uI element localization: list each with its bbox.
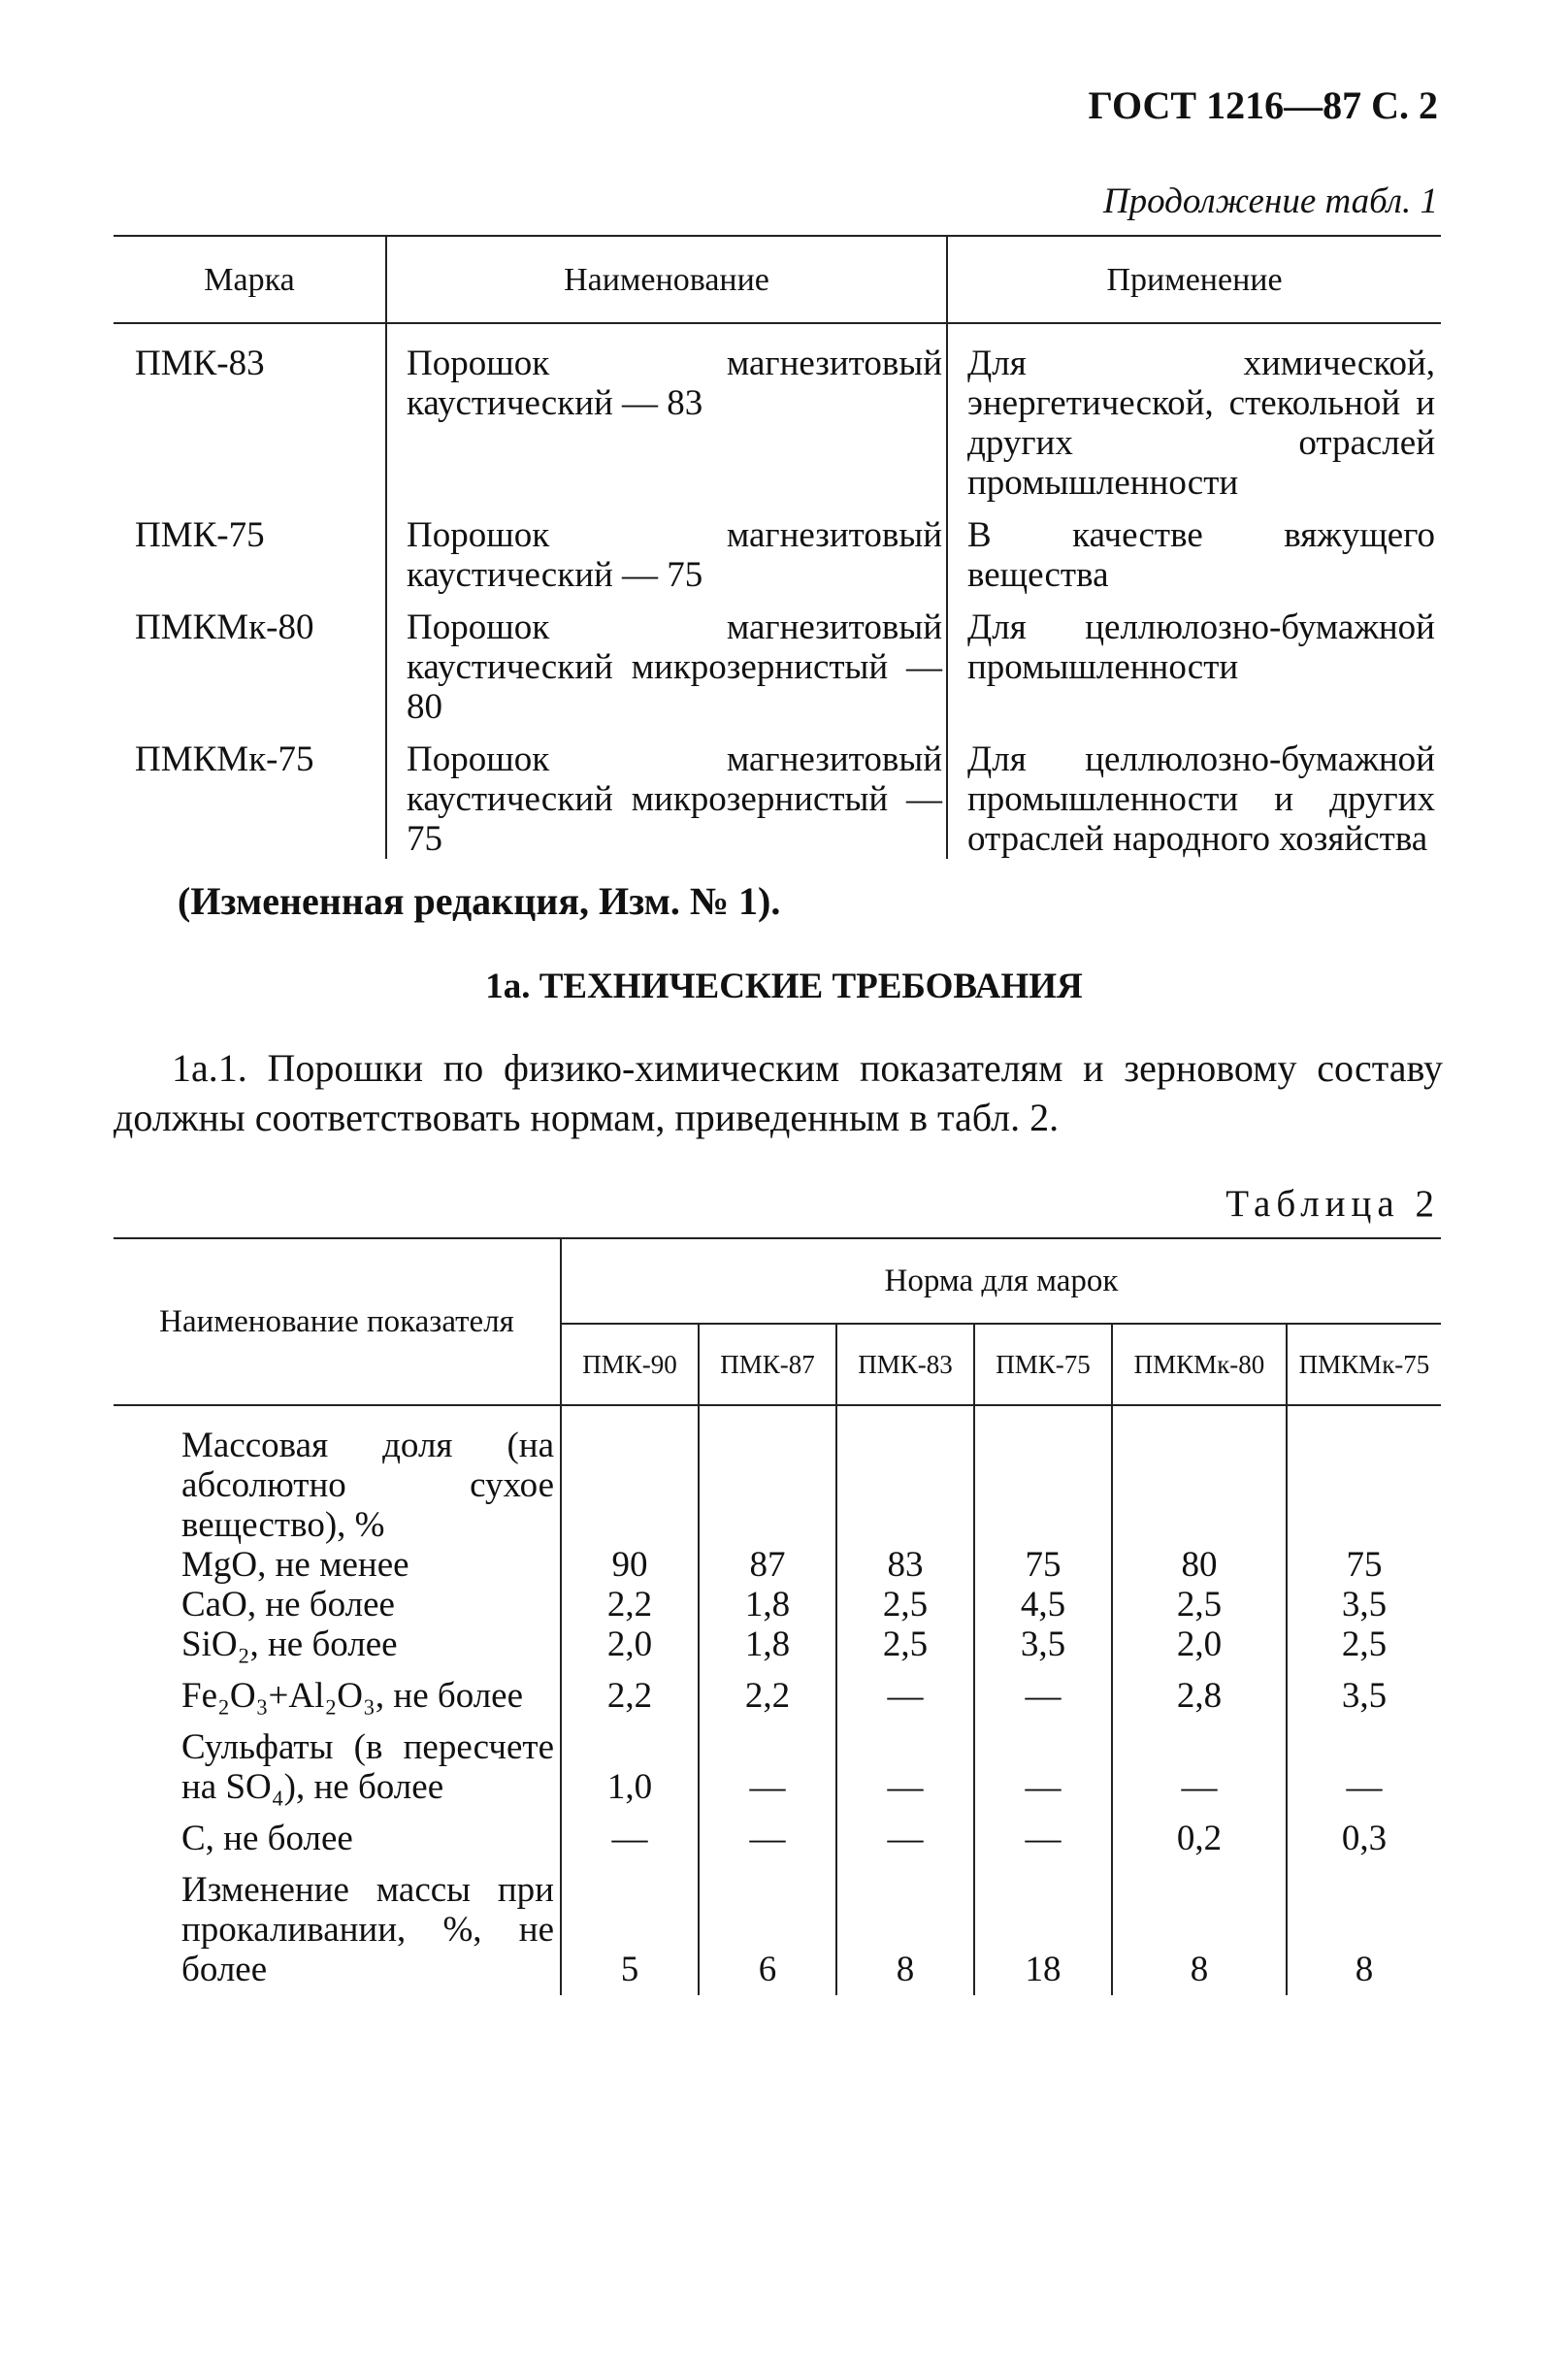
table1-continuation-label: Продолжение табл. 1 <box>1102 181 1438 221</box>
grade-header: ПМКМк-80 <box>1112 1324 1287 1405</box>
grade-cell: ПМКМк-80 <box>114 595 386 727</box>
value-cell: — <box>974 1716 1112 1807</box>
table-row <box>114 1625 1441 1664</box>
table-row <box>114 1858 1441 1995</box>
row-label: SiO₂, не более <box>114 1625 561 1664</box>
value-cell: 2,8 <box>1112 1664 1287 1716</box>
table-row <box>114 1405 1441 1585</box>
grade-cell: ПМК-75 <box>114 503 386 595</box>
value-cell: — <box>699 1716 836 1807</box>
application-cell: Для целлюлозно-бумажной промышленности и других отраслей народного хозяйства <box>967 739 1435 859</box>
table2-indicator-header: Наименование показателя <box>114 1238 561 1405</box>
table-row <box>114 595 1441 727</box>
application-cell: В качестве вяжущего вещества <box>967 515 1435 595</box>
table1-col-grade: Марка <box>114 236 386 323</box>
row-label: CaO, не более <box>114 1585 561 1625</box>
table2-header-row <box>114 1238 1441 1324</box>
table-row <box>114 1716 1441 1807</box>
name-cell: Порошок магнезитовый каустический микрозернистый — 80 <box>386 595 947 727</box>
value-cell: 3,5 <box>1341 1585 1388 1625</box>
value-cell: — <box>836 1807 974 1858</box>
value-cell: 3,5 <box>1341 1676 1388 1716</box>
row-label: Изменение массы при прокаливании, %, не более <box>114 1858 561 1995</box>
page-header: ГОСТ 1216—87 С. 2 <box>1088 83 1438 127</box>
row-label: С, не более <box>114 1807 561 1858</box>
name-cell: Порошок магнезитовый каустический — 83 <box>386 323 947 503</box>
table2-norm-header: Норма для марок <box>561 1238 1441 1324</box>
mgo-label: MgO, не менее <box>181 1545 409 1585</box>
value-cell: 2,0 <box>1112 1625 1287 1664</box>
value-cell: 4,5 <box>974 1585 1112 1625</box>
value-cell: — <box>836 1716 974 1807</box>
value-cell: 2,5 <box>1112 1585 1287 1625</box>
value-cell: — <box>1346 1767 1383 1807</box>
row-label: Сульфаты (в пересчете на SO₄), не более <box>114 1716 561 1807</box>
application-cell: Для целлюлозно-бумажной промышленности <box>967 607 1435 687</box>
value-cell: 6 <box>699 1858 836 1995</box>
value-cell: 75 <box>974 1405 1112 1585</box>
value-cell: — <box>974 1664 1112 1716</box>
value-cell: 3,5 <box>974 1625 1112 1664</box>
table1 <box>114 235 1441 859</box>
value-cell: — <box>974 1807 1112 1858</box>
value-cell: 83 <box>836 1405 974 1585</box>
table-row <box>114 1585 1441 1625</box>
value-cell: 8 <box>1112 1858 1287 1995</box>
amendment-note: (Измененная редакция, Изм. № 1). <box>178 879 781 923</box>
grade-cell: ПМКМк-75 <box>114 727 386 859</box>
row-label: Fe₂O₃+Al₂O₃, не более <box>114 1664 561 1716</box>
table1-header-row <box>114 236 1441 323</box>
application-cell: Для химической, энергетической, стекольной и других отраслей промышленности <box>967 344 1435 503</box>
table-row <box>114 1807 1441 1858</box>
table1-col-application: Применение <box>947 236 1441 323</box>
value-cell: 8 <box>1355 1950 1374 1989</box>
value-cell: 8 <box>836 1858 974 1995</box>
value-cell: — <box>1112 1716 1287 1807</box>
value-cell: 18 <box>974 1858 1112 1995</box>
value-cell: 1,0 <box>561 1716 699 1807</box>
grade-header: ПМК-75 <box>974 1324 1112 1405</box>
table2-label: Таблица 2 <box>1225 1183 1440 1225</box>
paragraph-1a1: 1а.1. Порошки по физико-химическим показателям и зерновому составу должны соответствовать нормам, приведенным в табл. 2. <box>114 1046 1443 1139</box>
row-label <box>114 1405 561 1585</box>
value-cell: — <box>561 1807 699 1858</box>
grade-cell: ПМК-83 <box>114 323 386 503</box>
name-cell: Порошок магнезитовый каустический микрозернистый — 75 <box>386 727 947 859</box>
value-cell: — <box>836 1664 974 1716</box>
value-cell: 75 <box>1346 1545 1383 1585</box>
grade-header: ПМКМк-75 <box>1287 1324 1441 1405</box>
mass-fraction-label: Массовая доля (на абсолютно сухое вещество), % <box>181 1426 554 1545</box>
value-cell: 90 <box>561 1405 699 1585</box>
table-row <box>114 1664 1441 1716</box>
value-cell: 0,2 <box>1112 1807 1287 1858</box>
value-cell: 87 <box>699 1405 836 1585</box>
value-cell: — <box>699 1807 836 1858</box>
table1-col-name: Наименование <box>386 236 947 323</box>
value-cell: 5 <box>561 1858 699 1995</box>
grade-header: ПМК-83 <box>836 1324 974 1405</box>
value-cell: 2,5 <box>1341 1625 1388 1664</box>
value-cell: 2,2 <box>561 1585 699 1625</box>
grade-header: ПМК-87 <box>699 1324 836 1405</box>
table-row <box>114 323 1441 503</box>
table-row <box>114 503 1441 595</box>
value-cell: 2,0 <box>561 1625 699 1664</box>
value-cell: 2,5 <box>836 1625 974 1664</box>
value-cell: 0,3 <box>1341 1819 1388 1858</box>
value-cell: 80 <box>1112 1405 1287 1585</box>
value-cell: 2,5 <box>836 1585 974 1625</box>
table-row <box>114 727 1441 859</box>
section-title: 1а. ТЕХНИЧЕСКИЕ ТРЕБОВАНИЯ <box>485 967 1083 1006</box>
value-cell: 1,8 <box>699 1585 836 1625</box>
value-cell: 2,2 <box>561 1664 699 1716</box>
table2 <box>114 1237 1441 1995</box>
value-cell: 2,2 <box>699 1664 836 1716</box>
grade-header: ПМК-90 <box>561 1324 699 1405</box>
name-cell: Порошок магнезитовый каустический — 75 <box>386 503 947 595</box>
value-cell: 1,8 <box>699 1625 836 1664</box>
